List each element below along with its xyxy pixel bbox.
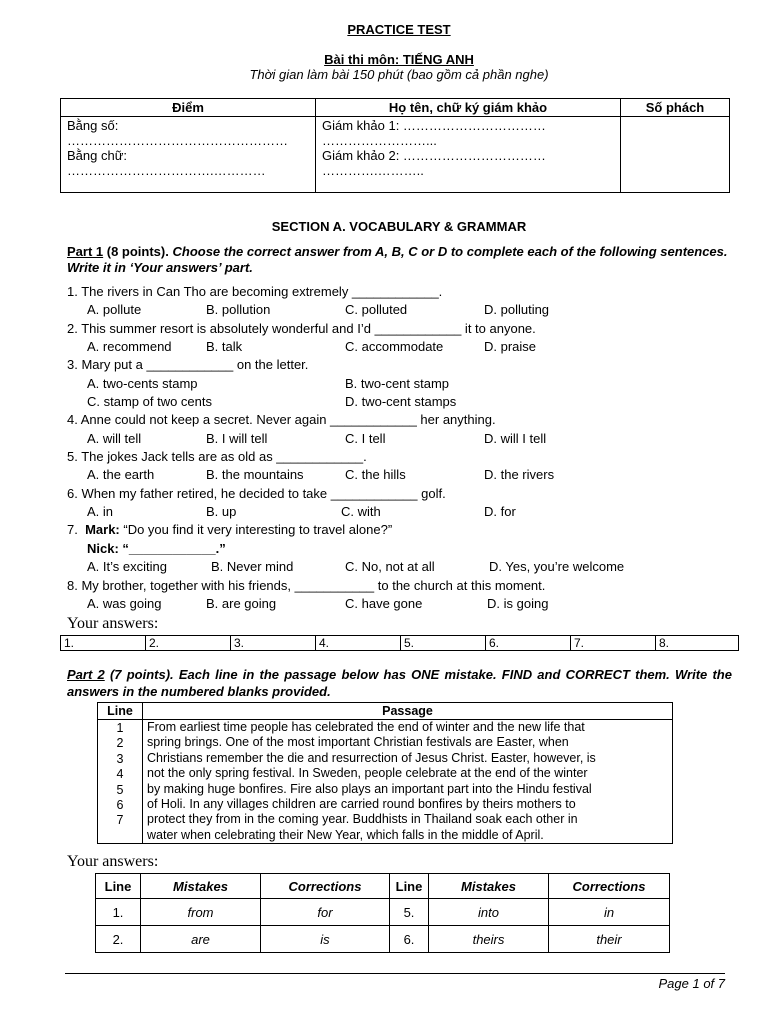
row-correction[interactable]: in xyxy=(549,899,670,926)
score-words-dots: …………………………….………… xyxy=(67,163,266,178)
q4-option-b: B. I will tell xyxy=(206,431,268,446)
answer-cell-1[interactable]: 1. xyxy=(61,636,146,651)
q7-line2 xyxy=(87,541,226,556)
q3-option-c: C. stamp of two cents xyxy=(87,394,212,409)
part2-label: Part 2 xyxy=(67,667,105,682)
part1-label: Part 1 xyxy=(67,244,104,259)
q8-option-b: B. are going xyxy=(206,596,277,611)
passage-line-numbers xyxy=(98,720,143,844)
q6-option-c: C. with xyxy=(341,504,381,519)
section-title: SECTION A. VOCABULARY & GRAMMAR xyxy=(271,219,527,234)
part1-your-answers: Your answers: xyxy=(67,615,159,632)
line-number: 4 xyxy=(116,767,124,782)
examiner1-line: Giám khảo 1: …………………………… xyxy=(322,118,546,133)
code-cell xyxy=(621,117,730,193)
line-number: 7 xyxy=(116,813,124,828)
q3-option-d: D. two-cent stamps xyxy=(345,394,457,409)
q5-option-a: A. the earth xyxy=(87,467,155,482)
answer-cell-4[interactable]: 4. xyxy=(316,636,401,651)
passage-line: not the only spring festival. In Sweden, people celebrate at the end of the winter xyxy=(147,766,588,781)
part1-points: (8 points). xyxy=(103,244,173,259)
passage-line: by making huge bonfires. Fire also plays an important part into the Hindu festival xyxy=(147,781,592,796)
row-mistake[interactable]: into xyxy=(429,899,549,926)
corrections-header-mistakes: Mistakes xyxy=(141,874,261,899)
q2-option-b: B. talk xyxy=(206,339,243,354)
part1-instruction xyxy=(67,244,732,276)
row-line: 6. xyxy=(390,926,429,953)
part2-instruction-text: Each line in the passage below has ONE mistake. FIND and CORRECT them. Write the answers in the numbered blanks provided. xyxy=(67,667,732,699)
examiner2-line: Giám khảo 2: …………………………… xyxy=(322,148,546,163)
footer-divider xyxy=(65,973,725,974)
passage-line: water when celebrating their New Year, which falls in the middle of April. xyxy=(147,827,544,842)
q8-option-d: D. is going xyxy=(487,596,549,611)
question-2: 2. This summer resort is absolutely wonderful and I’d ____________ it to anyone. xyxy=(67,321,536,336)
code-header: Số phách xyxy=(621,99,730,117)
q7-speaker2: Nick: “ xyxy=(87,541,129,556)
table-row xyxy=(96,899,670,926)
question-3: 3. Mary put a ____________ on the letter. xyxy=(67,357,309,372)
passage-line: of Holi. In any villages children are carried round bonfires by theirs mothers to xyxy=(147,797,576,812)
q7-option-b: B. Never mind xyxy=(211,559,294,574)
q5-option-c: C. the hills xyxy=(345,467,406,482)
q7-line2-blank: ____________.” xyxy=(128,541,226,556)
part1-instruction-text: Choose the correct answer from A, B, C or D to complete each of the following sentences. Write it in ‘Your answers’ part. xyxy=(67,244,728,275)
q2-option-a: A. recommend xyxy=(87,339,172,354)
q7-speaker1: Mark: xyxy=(85,522,120,537)
row-line: 1. xyxy=(96,899,141,926)
q6-option-a: A. in xyxy=(87,504,114,519)
q8-option-a: A. was going xyxy=(87,596,162,611)
row-line: 2. xyxy=(96,926,141,953)
passage-table xyxy=(97,702,673,844)
row-correction[interactable]: is xyxy=(261,926,390,953)
score-number-label: Bằng số: xyxy=(67,118,119,133)
line-number: 6 xyxy=(116,798,124,813)
passage-line: Christians remember the die and resurrection of Jesus Christ. Easter, however, is xyxy=(147,750,596,765)
q2-option-c: C. accommodate xyxy=(345,339,444,354)
q2-option-d: D. praise xyxy=(484,339,537,354)
subject-title: Bài thi môn: TIẾNG ANH xyxy=(324,52,474,67)
q3-option-b: B. two-cent stamp xyxy=(345,376,450,391)
question-5: 5. The jokes Jack tells are as old as ____________. xyxy=(67,449,367,464)
page-number: Page 1 of 7 xyxy=(658,976,725,991)
page-title: PRACTICE TEST xyxy=(347,22,451,37)
score-words-label: Bằng chữ: xyxy=(67,148,128,163)
passage-line: From earliest time people has celebrated the end of winter and the new life that xyxy=(147,720,585,734)
corrections-header-mistakes-2: Mistakes xyxy=(429,874,549,899)
corrections-header-corrections: Corrections xyxy=(261,874,390,899)
q7-option-d: D. Yes, you’re welcome xyxy=(489,559,625,574)
corrections-table xyxy=(95,873,670,953)
q5-option-b: B. the mountains xyxy=(206,467,304,482)
row-mistake[interactable]: from xyxy=(141,899,261,926)
examiner-header: Họ tên, chữ ký giám khảo xyxy=(316,99,621,117)
q1-option-b: B. pollution xyxy=(206,302,271,317)
row-mistake[interactable]: theirs xyxy=(429,926,549,953)
part2-points: (7 points). xyxy=(104,667,179,682)
line-number: 1 xyxy=(116,721,124,735)
q7-option-a: A. It’s exciting xyxy=(87,559,167,574)
score-cell xyxy=(61,117,316,193)
line-number: 5 xyxy=(116,782,124,797)
q1-option-d: D. polluting xyxy=(484,302,550,317)
line-number: 3 xyxy=(116,751,124,766)
examiner2-dots: ………….……….. xyxy=(322,163,424,178)
q7-number: 7. xyxy=(67,522,78,537)
row-correction[interactable]: their xyxy=(549,926,670,953)
score-table xyxy=(60,98,730,193)
table-row xyxy=(96,926,670,953)
answer-cell-5[interactable]: 5. xyxy=(401,636,486,651)
answer-cell-6[interactable]: 6. xyxy=(486,636,571,651)
row-line: 5. xyxy=(390,899,429,926)
question-8: 8. My brother, together with his friends, ___________ to the church at this moment. xyxy=(67,578,546,593)
score-header: Điểm xyxy=(61,99,316,117)
examiner1-dots: ……………………... xyxy=(322,133,437,148)
row-correction[interactable]: for xyxy=(261,899,390,926)
q7-line1: “Do you find it very interesting to travel alone?” xyxy=(119,522,393,537)
answer-cell-3[interactable]: 3. xyxy=(231,636,316,651)
passage-line: protect they from in the coming year. Buddhists in Thailand soak each other in xyxy=(147,812,578,827)
answer-cell-7[interactable]: 7. xyxy=(571,636,656,651)
q5-option-d: D. the rivers xyxy=(484,467,555,482)
corrections-header-line: Line xyxy=(96,874,141,899)
row-mistake[interactable]: are xyxy=(141,926,261,953)
corrections-header-line-2: Line xyxy=(390,874,429,899)
q3-option-a: A. two-cents stamp xyxy=(87,376,198,391)
q4-option-a: A. will tell xyxy=(87,431,142,446)
answer-cell-8[interactable]: 8. xyxy=(656,636,739,651)
passage-text xyxy=(143,720,673,844)
passage-header: Passage xyxy=(143,703,673,720)
question-7 xyxy=(67,522,392,537)
part2-instruction xyxy=(67,667,732,700)
q8-option-c: C. have gone xyxy=(345,596,423,611)
passage-line: spring brings. One of the most important Christian festivals are Easter, when xyxy=(147,735,569,750)
part1-answer-row xyxy=(60,635,739,651)
question-1: 1. The rivers in Can Tho are becoming extremely ____________. xyxy=(67,284,443,299)
part2-your-answers: Your answers: xyxy=(67,853,159,870)
corrections-header-corrections-2: Corrections xyxy=(549,874,670,899)
q1-option-a: A. pollute xyxy=(87,302,142,317)
q6-option-b: B. up xyxy=(206,504,237,519)
q1-option-c: C. polluted xyxy=(345,302,408,317)
question-4: 4. Anne could not keep a secret. Never again ____________ her anything. xyxy=(67,412,496,427)
q6-option-d: D. for xyxy=(484,504,516,519)
q4-option-d: D. will I tell xyxy=(484,431,547,446)
passage-line-header: Line xyxy=(98,703,143,720)
q4-option-c: C. I tell xyxy=(345,431,386,446)
q7-option-c: C. No, not at all xyxy=(345,559,435,574)
examiner-cell xyxy=(316,117,621,193)
answer-cell-2[interactable]: 2. xyxy=(146,636,231,651)
score-number-dots: …………………………………………… xyxy=(67,133,288,148)
duration-text: Thời gian làm bài 150 phút (bao gồm cả phần nghe) xyxy=(249,67,549,82)
line-number: 2 xyxy=(116,736,124,751)
question-6: 6. When my father retired, he decided to take ____________ golf. xyxy=(67,486,446,501)
